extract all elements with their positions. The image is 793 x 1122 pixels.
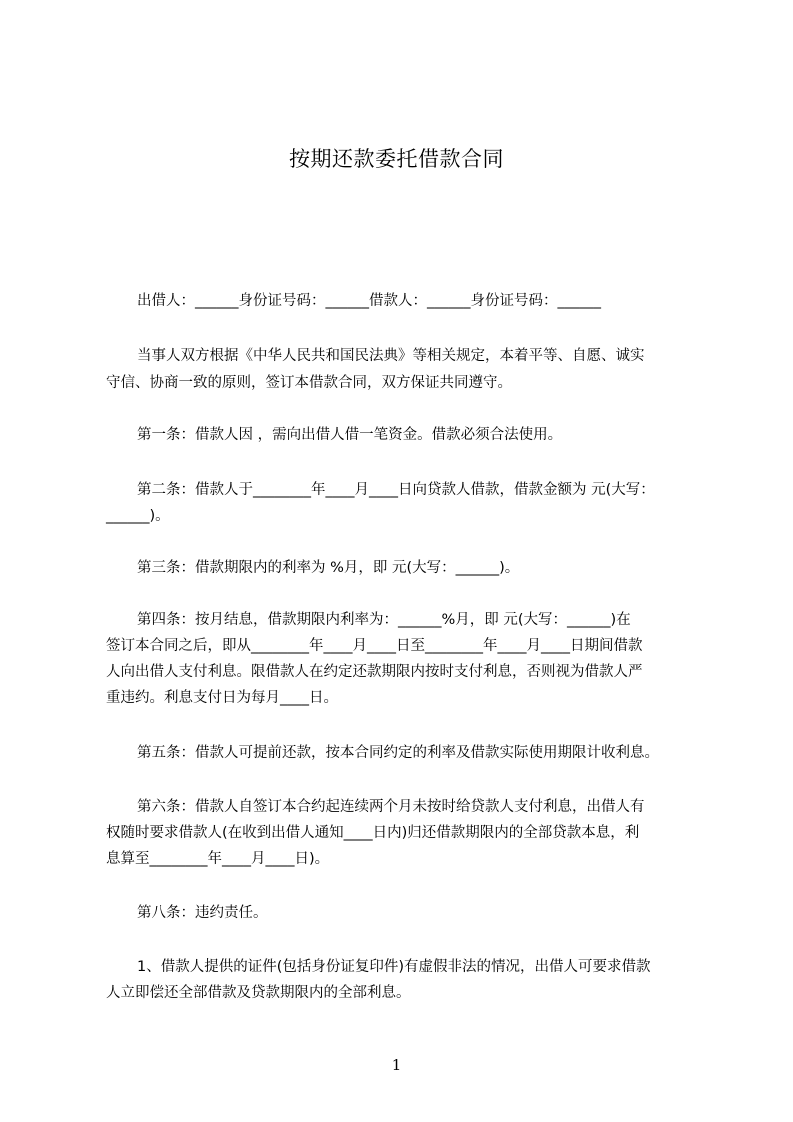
article-6-line-2: 权随时要求借款人(在收到出借人通知____日内)归还借款期限内的全部贷款本息，利 (106, 825, 640, 841)
article-4-line-1: 第四条：按月结息，借款期限内利率为：______%月，即 元(大写：______)在 (137, 612, 631, 628)
document-title: 按期还款委托借款合同 (289, 147, 504, 171)
article-4-line-3: 人向出借人支付利息。限借款人在约定还款期限内按时支付利息，否则视为借款人严 (106, 664, 643, 680)
preamble-line-1: 当事人双方根据《中华人民共和国民法典》等相关规定，本着平等、自愿、诚实 (137, 348, 645, 364)
article-6-line-1: 第六条：借款人自签订本合约起连续两个月未按时给贷款人支付利息，出借人有 (137, 799, 645, 815)
article-4-line-2: 签订本合同之后，即从________年____月____日至________年____月____日期间借款 (106, 638, 643, 654)
article-2-line-2: ______)。 (106, 508, 170, 524)
article-8-clause-1-line-2: 人立即偿还全部借款及贷款期限内的全部利息。 (106, 985, 411, 1001)
article-3-line: 第三条：借款期限内的利率为 %月，即 元(大写：______)。 (137, 560, 520, 576)
article-5-line: 第五条：借款人可提前还款，按本合同约定的利率及借款实际使用期限计收利息。 (137, 745, 659, 761)
article-1-line: 第一条：借款人因 ，需向出借人借一笔资金。借款必须合法使用。 (137, 427, 563, 443)
preamble-line-2: 守信、协商一致的原则，签订本借款合同，双方保证共同遵守。 (106, 375, 512, 391)
article-2-line-1: 第二条：借款人于________年____月____日向贷款人借款，借款金额为 元(大写： (137, 482, 655, 498)
article-8-line: 第八条：违约责任。 (137, 905, 268, 921)
article-6-line-3: 息算至________年____月____日)。 (106, 851, 330, 867)
page-number: 1 (391, 1056, 402, 1074)
article-8-clause-1-line-1: 1、借款人提供的证件(包括身份证复印件)有虚假非法的情况，出借人可要求借款 (137, 959, 651, 975)
article-4-line-4: 重违约。利息支付日为每月____日。 (106, 690, 338, 706)
parties-line: 出借人：______身份证号码：______借款人：______身份证号码：______ (137, 293, 601, 309)
